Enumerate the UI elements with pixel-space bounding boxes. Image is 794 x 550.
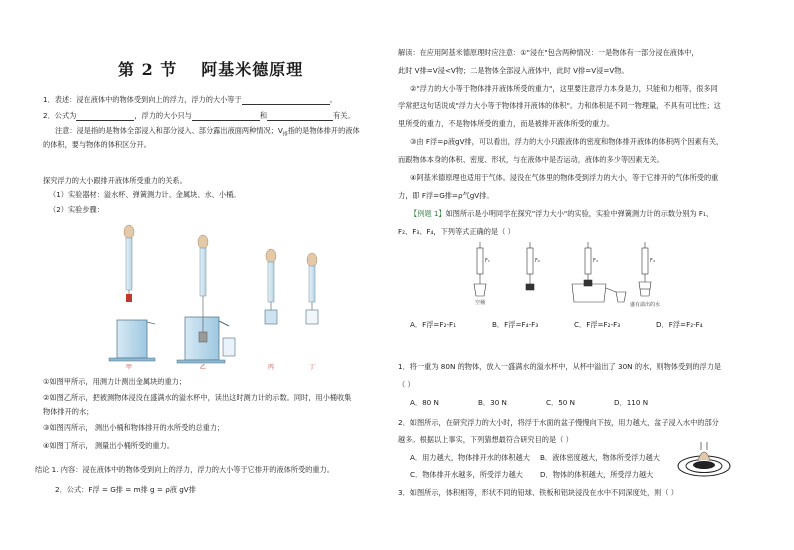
example-tag: 【例题 1】	[410, 209, 446, 218]
blank-4[interactable]	[267, 113, 333, 121]
reading-line-7: 而跟物体本身的体积、密度、形状，与在液体中是否运动，液体的多少等因素无关。	[398, 155, 664, 164]
formula-line	[43, 111, 355, 121]
reading-line-6: ③由 F浮=ρ液gV排，可以看出，浮力的大小只跟液体的密度和物体排开液体的体积两个因素有关，	[410, 137, 724, 146]
experiment-figure	[95, 220, 340, 370]
q2-option-b[interactable]: B．液体密度越大，物体所受浮力越大	[540, 453, 660, 462]
label-bucket-water: 盛有溢出的水	[629, 302, 660, 308]
spring-label-f4: F₄	[650, 258, 655, 264]
spring-label-f2: F₂	[535, 258, 540, 264]
question-2-b: 越多。根据以上事实，下列猜想最符合研究目的是（ ）	[398, 435, 573, 444]
reading-line-4: 学常把这句话说成"浮力大小等于物体排开液体的体积"。力和体积是不同一物理量，不具有可比性；这	[398, 101, 721, 110]
label-jia: 甲	[125, 364, 133, 370]
question-2-options-row2	[410, 470, 653, 480]
example-text-1: 如图所示是小明同学在探究"浮力大小"的实验，实验中弹簧测力计的示数分别为 F₁、	[445, 209, 714, 218]
reading-line-5: 里所受的重力，不是物体所受的重力，而是被排开液体所受的重力。	[398, 119, 614, 128]
label-bing: 丙	[267, 364, 275, 370]
note-text-1b: 指的是物体排开的液体	[287, 126, 360, 135]
label-empty-bucket: 空桶	[474, 300, 486, 306]
q1-option-b[interactable]: B．30 N	[478, 398, 507, 407]
spring-label-f1: F₁	[485, 258, 490, 264]
reading-line-9: 力，即 F浮=G排=ρ气gV排。	[398, 191, 494, 200]
example-option-b[interactable]: B．F浮=F₄-F₃	[492, 320, 539, 329]
step-1: ①如图甲所示，用测力计测出金属块的重力；	[43, 377, 187, 386]
blank-3[interactable]	[192, 113, 260, 121]
explore-heading: 探究浮力的大小跟排开液体所受重力的关系。	[43, 176, 187, 185]
question-1-b: （ ）	[398, 380, 415, 389]
q1-option-d[interactable]: D．110 N	[614, 398, 649, 407]
note-line-1: 注意：浸是指的是物体全部浸入和部分浸入、部分露出液面两种情况；$V_排$指的是物体排开的液体	[55, 126, 360, 138]
question-1-options	[410, 398, 648, 408]
q1-option-c[interactable]: C．50 N	[546, 398, 576, 407]
q2-option-a[interactable]: A．用力越大，物体排开水的体积越大	[410, 453, 530, 462]
question-2-options-row1	[410, 453, 660, 463]
reading-line-1: 解读：在应用阿基米德原理时应注意：①"浸在"包含两种情况：一是物体有一部分浸在液体中，	[398, 48, 699, 57]
equipment-line: （1）实验器材：溢水杯、弹簧测力计、金属块、水、小桶。	[49, 190, 241, 199]
example-option-d[interactable]: D．F浮=F₂-F₄	[656, 320, 703, 329]
step-3: ③如图丙所示， 测出小桶和物体排开的水所受的总重力；	[43, 423, 225, 432]
note-text-1: 注意：浸是指的是物体全部浸入和部分浸入、部分露出液面两种情况；V	[55, 126, 283, 135]
label-yi: 乙	[199, 364, 207, 370]
example-option-c[interactable]: C．F浮=F₂-F₃	[574, 320, 621, 329]
step-2b: 物体排开的水；	[43, 407, 94, 416]
reading-line-8: ④阿基米德原理也适用于气体。浸没在气体里的物体受到浮力的大小，等于它排开的气体所受的重	[410, 173, 719, 182]
formula-text-c: 和	[259, 111, 268, 120]
formula-text-a: 2．公式为	[43, 111, 77, 120]
step-4: ④如图丁所示， 测量出小桶所受的重力。	[43, 441, 174, 450]
conclusion-line: 结论 1. 内容：浸在液体中的物体受到向上的浮力，浮力的大小等于它排开的液体所受的重力。	[35, 465, 334, 474]
statement-text: 1．表述：浸在液体中的物体受到向上的浮力，浮力的大小等于	[43, 95, 242, 104]
example-line-2: F₂、F₃、F₄，下列等式正确的是（ ）	[398, 227, 515, 236]
example-line-1	[410, 209, 713, 219]
question-1-a: 1．将一重为 80N 的物体，放入一盛满水的溢水杯中，从杯中溢出了 30N 的水，则物体受到的浮力是	[398, 362, 722, 371]
q2-option-d[interactable]: D．物体的体积越大，所受浮力越大	[540, 470, 654, 479]
formula-conclusion: 2．公式：F浮 = G排 = m排 g = ρ液 gV排	[55, 485, 196, 494]
example-option-a[interactable]: A．F浮=F₂-F₁	[410, 320, 457, 329]
q1-option-a[interactable]: A．80 N	[410, 398, 439, 407]
example-options	[410, 320, 703, 330]
example-figure	[440, 240, 660, 310]
blank-1[interactable]	[242, 97, 330, 105]
note-line-2: 的体积，要与物体的体积区分开。	[43, 140, 151, 149]
steps-heading: （2）实验步骤：	[49, 205, 104, 214]
reading-line-3: ②"浮力的大小等于物体排开液体所受的重力"，这里要注意浮力本身是力，只能和力相等，很多同	[410, 84, 718, 93]
section-name: 阿基米德原理	[201, 60, 304, 79]
spring-label-f3: F₃	[593, 258, 598, 264]
formula-text-d: 有关。	[333, 111, 355, 120]
basin-figure	[676, 440, 732, 480]
step-2a: ②如图乙所示，把被测物体浸没在盛满水的溢水杯中，读出这时测力计的示数。同时，用小桶收集	[43, 393, 352, 402]
label-ding: 丁	[308, 364, 316, 370]
page-title	[118, 58, 327, 81]
statement-line: 1．表述：浸在液体中的物体受到向上的浮力，浮力的大小等于 。	[43, 95, 337, 104]
q2-option-c[interactable]: C．物体排开水越多，所受浮力越大	[410, 470, 523, 479]
reading-line-2: 此时 V排=V浸<V物；二是物体全部浸入液体中，此时 V排=V浸=V物。	[398, 66, 629, 75]
question-3: 3．如图所示，体积相等，形状不同的铅球、铁板和铝块浸没在水中不同深度处，则（ ）	[398, 488, 678, 497]
blank-2[interactable]	[76, 113, 134, 121]
question-2-a: 2．如图所示，在研究浮力的大小时，将浮于水面的盆子慢慢向下按，用力越大，盆子浸入水中的部分	[398, 418, 719, 427]
section-number: 第 2 节	[118, 60, 178, 79]
formula-text-b: ，浮力的大小只与	[134, 111, 192, 120]
